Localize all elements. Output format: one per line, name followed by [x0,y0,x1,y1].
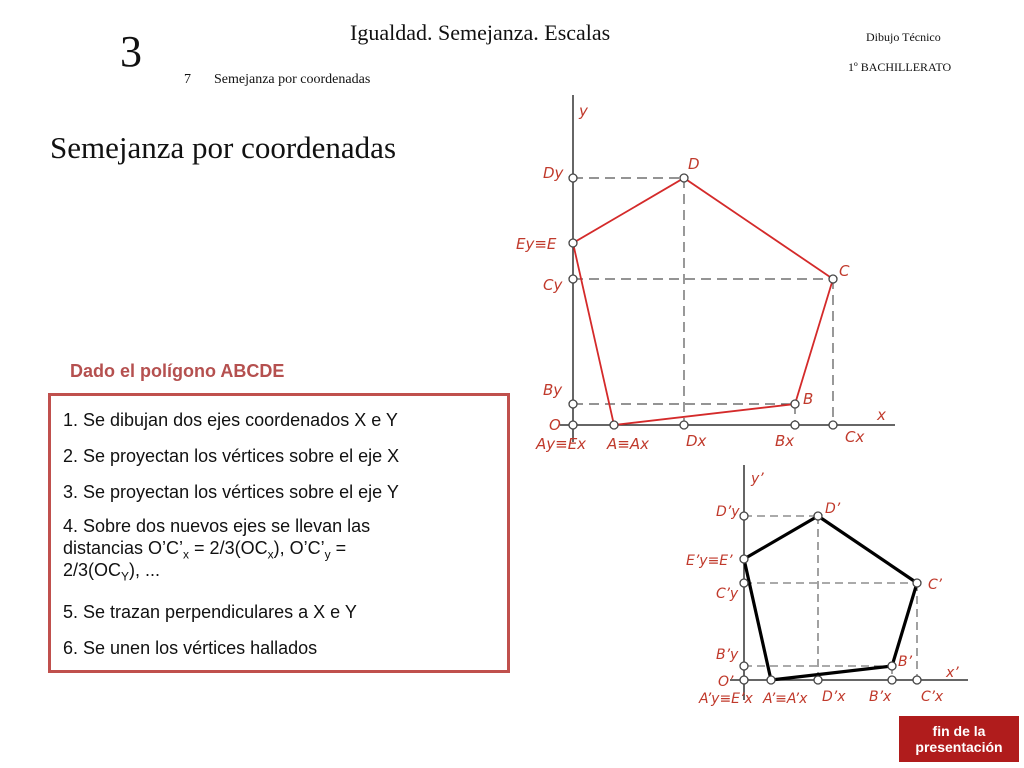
point-D-prime-x [814,676,822,684]
step-5: 5. Se trazan perpendiculares a X e Y [63,602,357,622]
end-presentation-button[interactable] [899,716,1019,762]
point-C [829,275,837,283]
point-C-prime [913,579,921,587]
label-D: D [688,155,700,173]
point-E-prime [740,555,748,563]
step-4-sub-y: y [324,547,331,562]
label-Ay-Ex: Ay≡Ex [536,435,587,453]
original-points [569,174,837,429]
label-B: B [803,390,814,408]
point-D-prime-y [740,512,748,520]
point-Cx [829,421,837,429]
label-Dx: Dx [686,432,707,450]
end-button-line-2: presentación [915,739,1003,755]
point-A-prime [767,676,775,684]
original-figure [516,95,895,453]
step-4-line-1: 4. Sobre dos nuevos ejes se llevan las [63,516,371,536]
point-B-prime-x [888,676,896,684]
label-C: C [839,262,850,280]
step-1: 1. Se dibujan dos ejes coordenados X e Y [63,410,398,430]
label-x-axis: x [877,406,886,424]
label-E-prime-y-E-prime: E’y≡E’ [686,553,733,569]
label-B-prime-x: B’x [869,689,892,705]
label-y-prime-axis: y’ [751,471,764,487]
label-A-prime-y-E-prime-x: A’y≡E’x [699,691,753,707]
section-number: 7 [184,72,191,87]
label-C-prime-x: C’x [921,689,944,705]
scaled-figure [686,465,968,707]
label-By: By [543,381,563,399]
point-O [569,421,577,429]
point-A [610,421,618,429]
label-Cx: Cx [845,428,865,446]
point-Dy [569,174,577,182]
label-A-Ax: A≡Ax [607,435,649,453]
label-D-prime-x: D’x [822,689,846,705]
label-y-axis: y [579,102,588,120]
label-B-prime-y: B’y [716,647,739,663]
chapter-title: Igualdad. Semejanza. Escalas [350,20,611,45]
step-4-text-f: ), ... [129,560,161,580]
point-Cy [569,275,577,283]
label-B-prime: B’ [898,654,913,670]
subject-label: Dibujo Técnico [866,30,941,44]
step-4-sub-Y: Y [121,569,130,584]
label-Bx: Bx [775,432,795,450]
step-2: 2. Se proyectan los vértices sobre el eje X [63,446,400,466]
polygon-ABCDE [573,178,833,425]
label-Dy: Dy [543,164,564,182]
point-D [680,174,688,182]
label-O-prime: O’ [718,674,734,690]
scaled-projection-lines [744,516,917,680]
chapter-number: 3 [120,27,142,76]
polygon-A-prime-B-prime-C-prime-D-prime-E-prime [744,516,917,680]
point-C-prime-y [740,579,748,587]
step-4-text-d: = [330,538,347,558]
point-D-prime [814,512,822,520]
label-C-prime: C’ [928,577,942,593]
point-B-prime-y [740,662,748,670]
given-polygon-label: Dado el polígono ABCDE [70,361,285,381]
point-By [569,400,577,408]
point-E [569,239,577,247]
step-3: 3. Se proyectan los vértices sobre el eje Y [63,482,399,502]
end-button-line-1: fin de la [932,723,986,739]
label-O: O [549,416,561,434]
scaled-labels [686,471,959,707]
point-Bx [791,421,799,429]
step-6: 6. Se unen los vértices hallados [63,638,318,658]
step-4-text-e: 2/3(OC [63,560,122,580]
course-label: 1º BACHILLERATO [848,60,952,74]
label-C-prime-y: C’y [716,586,739,602]
step-4-text-b: = 2/3(OC [189,538,268,558]
label-Cy: Cy [543,276,563,294]
step-4-sub-x2: x [267,547,274,562]
label-D-prime: D’ [825,501,841,517]
label-D-prime-y: D’y [716,504,740,520]
section-title: Semejanza por coordenadas [214,72,371,87]
label-Ey-E: Ey≡E [516,235,557,253]
point-C-prime-x [913,676,921,684]
point-B [791,400,799,408]
label-x-prime-axis: x’ [946,665,959,681]
page-title: Semejanza por coordenadas [50,130,397,165]
step-4-text-c: ), O’C’ [273,538,325,558]
step-4-sub-x1: x [183,547,190,562]
point-O-prime [740,676,748,684]
point-B-prime [888,662,896,670]
step-4-text-a: distancias O’C’ [63,538,184,558]
original-projection-lines [573,178,833,425]
point-Dx [680,421,688,429]
label-A-prime-A-prime-x: A’≡A’x [763,691,808,707]
